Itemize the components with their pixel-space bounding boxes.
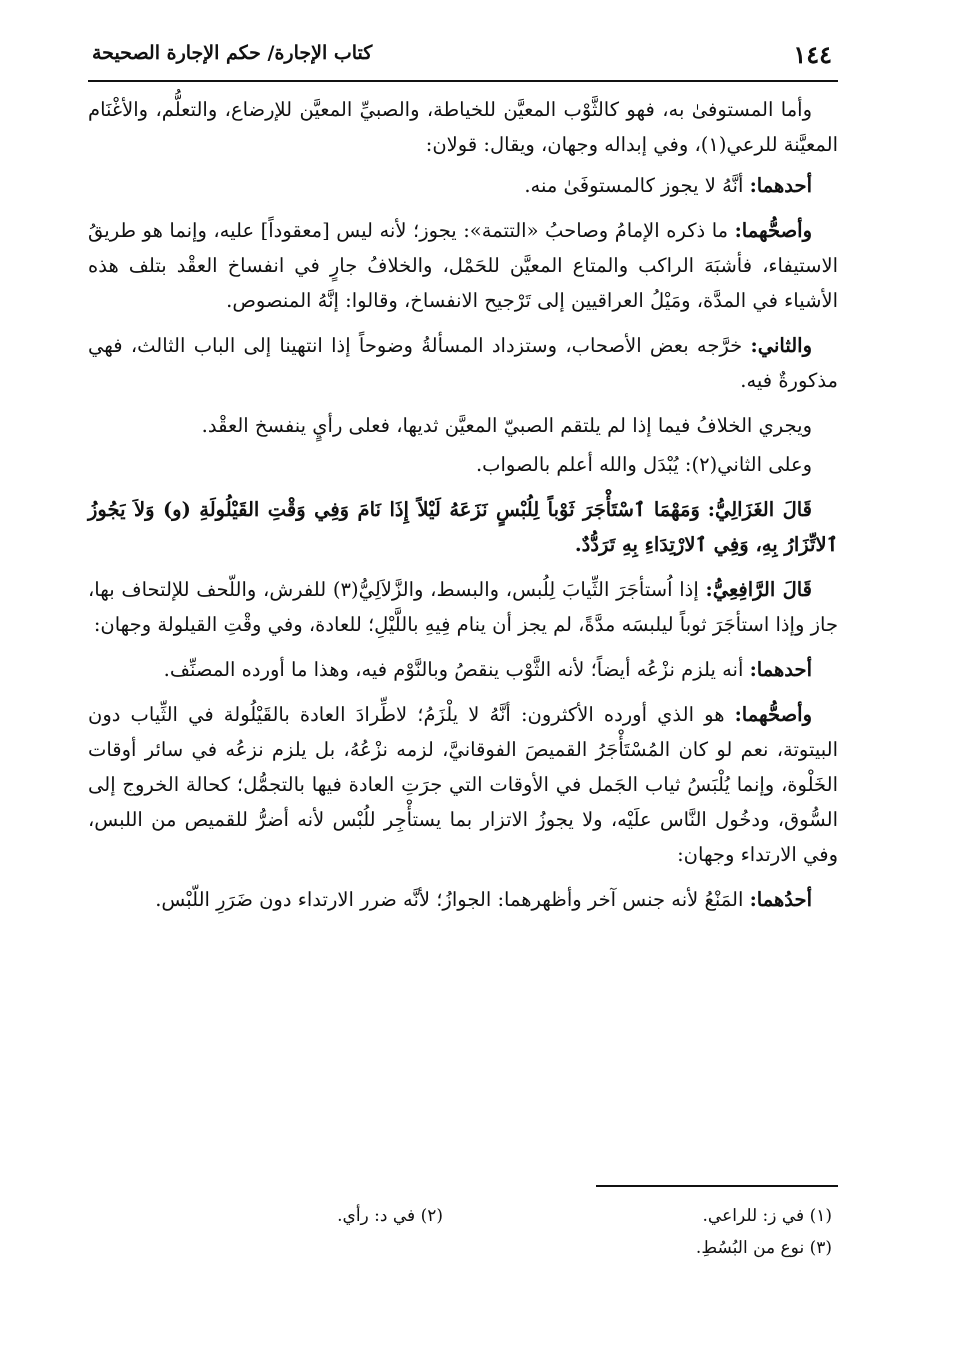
paragraph-text: ويجري الخلافُ فيما إذا لم يلتقم الصبيّ المعيَّن ثديها، فعلى رأيٍ ينفسخ العقْد.	[201, 414, 812, 437]
paragraph-lead: وأصحُّهما:	[734, 219, 812, 242]
paragraph-lead: أحدهما:	[749, 658, 812, 681]
paragraph-text: وأما المستوفىٰ به، فهو كالثَّوْب المعيَّن للخياطة، والصبيِّ المعيَّن للإرضاع، والتعلُّم، والأغْنَام المعيَّنة للرعي(١)، وفي إبداله وجهان، ويقال: قولان:	[88, 98, 838, 156]
footnote-divider	[596, 1185, 838, 1187]
paragraph-lead: وأصحُّهما:	[734, 703, 812, 726]
footnote-row	[88, 1200, 838, 1232]
paragraph-text: وعلى الثاني(٢): يُبْدَل والله أعلم بالصواب.	[475, 453, 812, 476]
paragraph	[88, 882, 838, 917]
paragraph-text: ما ذكره الإمامُ وصاحبُ «التتمة»: يجوز؛ لأنه ليس [معقوداً] عليه، وإنما هو طريقُ الاستيفاء، فأشبَهَ الراكب والمتاع المعيَّن للحَمْل، والخلافُ جارٍ في انفساخ العقْد بتلف هذه الأشياء في المدَّة، ومَيْلُ العراقيين إلى تَرْجيح الانفساخ، وقالوا: إنَّهُ المنصوص.	[88, 219, 838, 312]
paragraph-text: أنه يلزم نزْعُه أيضاً؛ لأنه الثَّوْب ينقصُ وبالنَّوْم فيه، وهذا ما أورده المصنِّف.	[163, 658, 744, 681]
running-title: كتاب الإجارة/ حكم الإجارة الصحيحة	[92, 42, 373, 64]
footnote-row	[88, 1232, 838, 1264]
paragraph-lead: والثاني:	[750, 334, 812, 357]
footnote: (٣) نوع من البُسُطِ.	[695, 1238, 832, 1258]
paragraph-text: أنَّهُ لا يجوز كالمستوفَىٰ منه.	[524, 174, 744, 197]
quote-lead: قَالَ الغَزَالِيُّ:	[707, 498, 813, 521]
paragraph	[88, 447, 838, 482]
author-quote	[88, 492, 838, 562]
page-header	[88, 40, 838, 76]
paragraph	[88, 213, 838, 318]
commentary	[88, 572, 838, 642]
paragraph	[88, 652, 838, 687]
footnote: (٢) في د: رأي.	[337, 1206, 443, 1226]
footnote: (١) في ز: للراعي.	[702, 1206, 832, 1226]
quote-text: وَمَهْمَا ٱسْتَأْجَرَ ثَوْباً لِلُبْسٍ نَزَعَهُ لَيْلاً إِذَا نَامَ وَفِي وَقْتِ القَيْلُولَةِ (و) وَلاَ يَجُوزُ ٱلاتِّزَارُ بِهِ، وَفِي ٱلارْتِدَاءِ بِهِ تَرَدُّدٌ.	[88, 498, 838, 556]
paragraph-lead: أحدُهما:	[749, 888, 812, 911]
paragraph	[88, 697, 838, 872]
paragraph	[88, 328, 838, 398]
commentary-lead: قَالَ الرَّافِعِيُّ:	[705, 578, 813, 601]
paragraph-text: هو الذي أورده الأكثرون: أنَّهُ لا يلْزَمُ؛ لاطِّرادَ العادة بالقَيْلُولة في الثِّياب دون البيتوتة، نعم لو كان المُسْتَأْجَرُ القميصَ الفوقانيَّ، لزمه نزْعُهُ، بل يلزم نزعُه في سائر أوقات الخَلْوة، وإنما يُلْبَسُ ثياب الجَمل في الأوقات التي جرَتِ العادة فيها بالتجمُّل؛ كحالة الخروج إلى السُّوق، ودخُول النَّاس علَيْه، ولا يجوزُ الاتزار بما يستأْجِر للُبْس لأنه أضرُّ للقميص من اللبس، وفي الارتداء وجهان:	[88, 703, 838, 866]
paragraph-lead: أحدهما:	[749, 174, 812, 197]
main-text	[88, 92, 838, 927]
header-divider	[88, 80, 838, 82]
paragraph-text: خرَّجه بعض الأصحاب، وستزداد المسألةُ وضوحاً إذا انتهينا إلى الباب الثالث، فهي مذكورةٌ فيه.	[88, 334, 838, 392]
paragraph	[88, 168, 838, 203]
paragraph	[88, 92, 838, 162]
paragraph-text: إذا اُستأجَرَ الثِّيابَ لِلُبس، والبسط، والزَّلاَلِيُّ(٣) للفرش، واللّحف للإلتحاف بها، جاز وإذا استأجَرَ ثوباً ليلبسَه مدَّةً، لم يجز أن ينام فِيهِ باللَّيْلِ؛ للعادة، وفي وقْتِ القيلولة وجهان:	[88, 578, 838, 636]
page-number: ١٤٤	[793, 40, 832, 69]
paragraph	[88, 408, 838, 443]
footnotes	[88, 1200, 838, 1264]
paragraph-text: المَنْعُ لأنه جنس آخر وأظهرهما: الجوازُ؛ لأنَّه ضرر الارتداء دون ضَرَرِ اللّبْس.	[155, 888, 744, 911]
